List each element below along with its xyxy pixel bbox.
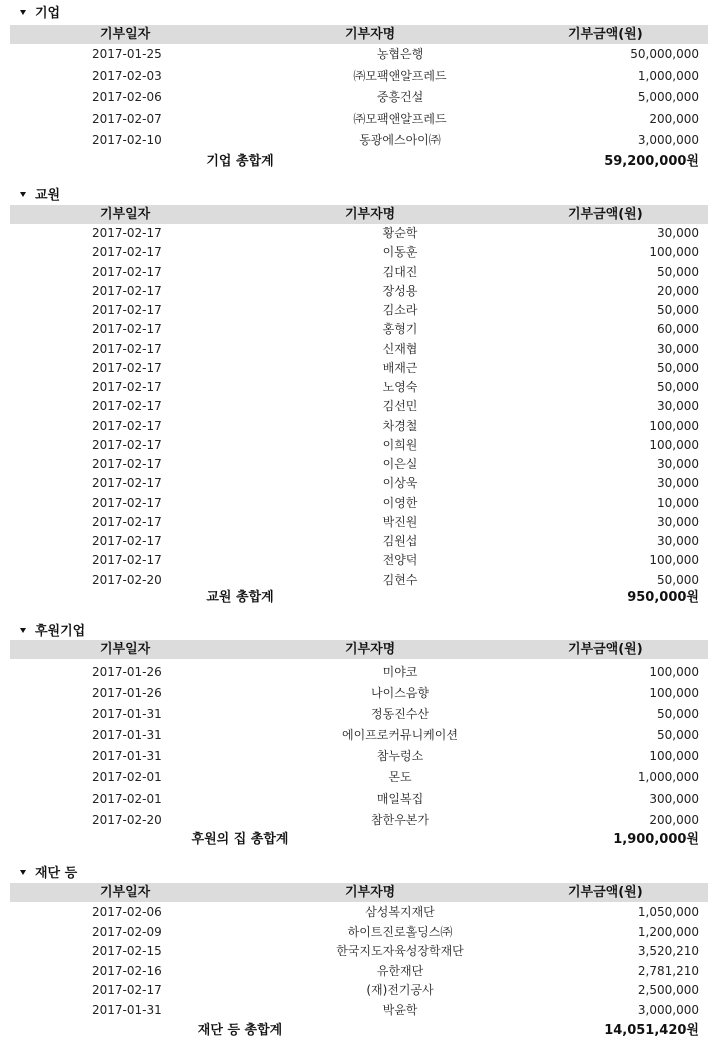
- cell-amount: 3,000,000: [637, 1002, 699, 1017]
- cell-name: 에이프로커뮤니케이션: [342, 728, 458, 743]
- table-body: [0, 662, 715, 831]
- cell-amount: 100,000: [649, 553, 699, 568]
- cell-name: 삼성복지재단: [365, 905, 435, 919]
- cell-name: 이영한: [382, 495, 418, 510]
- table-row: [0, 662, 715, 683]
- cell-name: 박진원: [382, 514, 418, 529]
- cell-date: 2017-02-17: [92, 226, 162, 240]
- cell-name: 정동진수산: [371, 707, 429, 722]
- table-row: [0, 474, 715, 493]
- cell-date: 2017-01-31: [92, 749, 162, 764]
- table-row: [0, 981, 715, 1001]
- section-toggle-corporate[interactable]: [20, 4, 60, 24]
- cell-name: 장성용: [382, 283, 418, 298]
- cell-name: 김선민: [382, 399, 418, 414]
- cell-date: 2017-01-31: [92, 707, 162, 722]
- table-row: [0, 455, 715, 474]
- section-total: [0, 830, 715, 850]
- cell-name: 동광에스아이㈜: [359, 133, 441, 148]
- header-date: 기부일자: [100, 642, 151, 657]
- cell-name: 전양덕: [382, 553, 418, 568]
- table-row: [0, 962, 715, 982]
- table-row: [0, 683, 715, 704]
- section-toggle-foundations[interactable]: [20, 864, 77, 884]
- header-date: 기부일자: [100, 207, 151, 222]
- total-amount: 14,051,420원: [604, 1023, 699, 1038]
- total-label: 기업 총합계: [206, 154, 274, 169]
- cell-date: 2017-02-17: [92, 341, 162, 356]
- table-body: [0, 44, 715, 152]
- cell-name: ㈜모팩앤알프레드: [353, 111, 447, 126]
- table-row: [0, 513, 715, 532]
- cell-name: 한국지도자육성장학재단: [336, 944, 464, 958]
- table-row: [0, 767, 715, 788]
- cell-amount: 3,000,000: [637, 133, 699, 148]
- cell-amount: 3,520,210: [637, 944, 699, 958]
- cell-date: 2017-02-17: [92, 983, 162, 997]
- cell-name: 이은실: [382, 457, 418, 471]
- cell-amount: 100,000: [649, 418, 699, 433]
- cell-amount: 5,000,000: [637, 90, 699, 105]
- cell-name: 배재근: [382, 360, 418, 375]
- cell-date: 2017-02-17: [92, 283, 162, 298]
- cell-amount: 30,000: [657, 476, 699, 491]
- cell-date: 2017-02-06: [92, 90, 162, 105]
- cell-name: 이상욱: [382, 476, 418, 491]
- table-row: [0, 359, 715, 378]
- table-header: [10, 883, 708, 902]
- cell-date: 2017-02-09: [92, 924, 162, 939]
- cell-date: 2017-02-17: [92, 360, 162, 375]
- cell-name: 매일복집: [376, 791, 424, 806]
- table-row: [0, 130, 715, 152]
- cell-name: 중흥건설: [376, 90, 424, 105]
- table-row: [0, 320, 715, 339]
- collapse-triangle-icon[interactable]: [20, 192, 26, 197]
- cell-name: 유한재단: [376, 963, 424, 978]
- table-row: [0, 87, 715, 109]
- table-row: [0, 571, 715, 590]
- table-row: [0, 494, 715, 513]
- cell-amount: 10,000: [657, 495, 699, 510]
- total-amount: 59,200,000원: [604, 154, 699, 169]
- table-header: [10, 640, 708, 659]
- cell-date: 2017-02-16: [92, 963, 162, 978]
- section-total: [0, 152, 715, 172]
- section-total: [0, 588, 715, 608]
- cell-amount: 1,200,000: [637, 924, 699, 939]
- cell-name: 홍형기: [382, 322, 418, 337]
- total-amount: 1,900,000원: [613, 832, 699, 847]
- table-header: [10, 205, 708, 224]
- section-title: 후원기업: [35, 624, 86, 639]
- collapse-triangle-icon[interactable]: [20, 870, 26, 875]
- cell-date: 2017-01-25: [92, 47, 162, 61]
- cell-date: 2017-01-31: [92, 1002, 162, 1017]
- section-toggle-faculty[interactable]: [20, 186, 60, 206]
- cell-date: 2017-02-17: [92, 245, 162, 260]
- table-row: [0, 725, 715, 746]
- table-row: [0, 282, 715, 301]
- cell-amount: 100,000: [649, 686, 699, 701]
- cell-name: 신재협: [382, 341, 418, 356]
- cell-date: 2017-02-17: [92, 476, 162, 491]
- cell-amount: 30,000: [657, 341, 699, 356]
- cell-name: 차경철: [382, 418, 418, 433]
- cell-date: 2017-02-06: [92, 905, 162, 919]
- table-row: [0, 436, 715, 455]
- table-row: [0, 243, 715, 262]
- cell-date: 2017-02-17: [92, 553, 162, 568]
- table-row: [0, 66, 715, 88]
- cell-date: 2017-02-03: [92, 68, 162, 83]
- table-body: [0, 903, 715, 1020]
- cell-date: 2017-02-20: [92, 812, 162, 827]
- collapse-triangle-icon[interactable]: [20, 10, 26, 15]
- cell-date: 2017-02-17: [92, 264, 162, 279]
- total-label: 교원 총합계: [206, 590, 274, 605]
- cell-name: (재)전기공사: [366, 983, 434, 997]
- cell-name: 농협은행: [376, 47, 424, 61]
- cell-name: 김소라: [382, 303, 418, 317]
- cell-date: 2017-02-17: [92, 534, 162, 548]
- cell-amount: 2,781,210: [637, 963, 699, 978]
- total-label: 재단 등 총합계: [197, 1023, 283, 1038]
- cell-amount: 30,000: [657, 534, 699, 548]
- table-row: [0, 340, 715, 359]
- table-row: [0, 109, 715, 131]
- header-date: 기부일자: [100, 27, 151, 42]
- header-amount: 기부금액(원): [568, 885, 643, 900]
- cell-name: 김대진: [382, 264, 418, 279]
- table-row: [0, 704, 715, 725]
- cell-amount: 50,000: [657, 264, 699, 279]
- cell-amount: 50,000: [657, 707, 699, 722]
- cell-amount: 30,000: [657, 226, 699, 240]
- cell-name: 참한우본가: [371, 812, 429, 827]
- section-toggle-sponsors[interactable]: [20, 622, 85, 642]
- cell-date: 2017-02-17: [92, 380, 162, 394]
- table-row: [0, 942, 715, 962]
- cell-amount: 100,000: [649, 665, 699, 679]
- cell-date: 2017-02-15: [92, 944, 162, 958]
- header-amount: 기부금액(원): [568, 27, 643, 42]
- table-row: [0, 301, 715, 320]
- header-name: 기부자명: [345, 207, 396, 222]
- header-name: 기부자명: [345, 642, 396, 657]
- table-body: [0, 224, 715, 590]
- table-row: [0, 378, 715, 397]
- cell-amount: 100,000: [649, 437, 699, 452]
- cell-amount: 20,000: [657, 283, 699, 298]
- cell-date: 2017-02-17: [92, 437, 162, 452]
- table-row: [0, 903, 715, 923]
- cell-amount: 50,000: [657, 303, 699, 317]
- cell-date: 2017-02-17: [92, 495, 162, 510]
- cell-amount: 30,000: [657, 514, 699, 529]
- cell-amount: 1,000,000: [637, 770, 699, 785]
- total-label: 후원의 집 총합계: [191, 832, 289, 847]
- cell-date: 2017-02-17: [92, 303, 162, 317]
- cell-name: 하이트진로홀딩스㈜: [347, 924, 453, 939]
- cell-name: 이희원: [382, 437, 418, 452]
- table-row: [0, 397, 715, 416]
- table-row: [0, 1001, 715, 1021]
- cell-date: 2017-02-17: [92, 322, 162, 337]
- table-row: [0, 551, 715, 570]
- cell-amount: 200,000: [649, 111, 699, 126]
- table-row: [0, 746, 715, 767]
- cell-date: 2017-02-07: [92, 111, 162, 126]
- section-title: 재단 등: [35, 866, 78, 881]
- table-row: [0, 224, 715, 243]
- cell-name: 나이스음향: [371, 686, 429, 701]
- cell-amount: 50,000: [657, 728, 699, 743]
- cell-amount: 30,000: [657, 457, 699, 471]
- cell-date: 2017-02-10: [92, 133, 162, 148]
- table-row: [0, 532, 715, 551]
- cell-amount: 200,000: [649, 812, 699, 827]
- cell-amount: 50,000: [657, 360, 699, 375]
- section-total: [0, 1021, 715, 1041]
- header-name: 기부자명: [345, 27, 396, 42]
- cell-name: 김현수: [382, 572, 418, 587]
- table-row: [0, 44, 715, 66]
- cell-amount: 50,000,000: [630, 47, 699, 61]
- cell-date: 2017-02-17: [92, 514, 162, 529]
- cell-name: 김원섭: [382, 534, 418, 548]
- table-header: [10, 25, 708, 44]
- cell-amount: 100,000: [649, 245, 699, 260]
- section-title: 교원: [35, 188, 61, 203]
- cell-name: ㈜모팩앤알프레드: [353, 68, 447, 83]
- table-row: [0, 789, 715, 810]
- cell-date: 2017-02-17: [92, 457, 162, 471]
- cell-amount: 30,000: [657, 399, 699, 414]
- cell-date: 2017-01-31: [92, 728, 162, 743]
- cell-name: 박윤학: [382, 1002, 418, 1017]
- cell-date: 2017-01-26: [92, 665, 162, 679]
- cell-date: 2017-02-01: [92, 791, 162, 806]
- section-title: 기업: [35, 6, 61, 21]
- cell-amount: 300,000: [649, 791, 699, 806]
- cell-amount: 50,000: [657, 380, 699, 394]
- collapse-triangle-icon[interactable]: [20, 628, 26, 633]
- cell-date: 2017-01-26: [92, 686, 162, 701]
- header-amount: 기부금액(원): [568, 207, 643, 222]
- cell-amount: 1,050,000: [637, 905, 699, 919]
- cell-name: 미야코: [382, 665, 418, 679]
- cell-amount: 1,000,000: [637, 68, 699, 83]
- total-amount: 950,000원: [627, 590, 699, 605]
- cell-name: 몬도: [388, 770, 412, 785]
- cell-amount: 100,000: [649, 749, 699, 764]
- cell-amount: 2,500,000: [637, 983, 699, 997]
- table-row: [0, 263, 715, 282]
- cell-amount: 50,000: [657, 572, 699, 587]
- cell-date: 2017-02-17: [92, 418, 162, 433]
- cell-date: 2017-02-17: [92, 399, 162, 414]
- table-row: [0, 923, 715, 943]
- cell-name: 이동훈: [382, 245, 418, 260]
- header-amount: 기부금액(원): [568, 642, 643, 657]
- table-row: [0, 810, 715, 831]
- cell-amount: 60,000: [657, 322, 699, 337]
- cell-name: 참누렁소: [376, 749, 424, 764]
- table-row: [0, 417, 715, 436]
- cell-name: 노영숙: [382, 380, 418, 394]
- cell-date: 2017-02-01: [92, 770, 162, 785]
- cell-name: 황순학: [382, 226, 418, 240]
- cell-date: 2017-02-20: [92, 572, 162, 587]
- header-date: 기부일자: [100, 885, 151, 900]
- header-name: 기부자명: [345, 885, 396, 900]
